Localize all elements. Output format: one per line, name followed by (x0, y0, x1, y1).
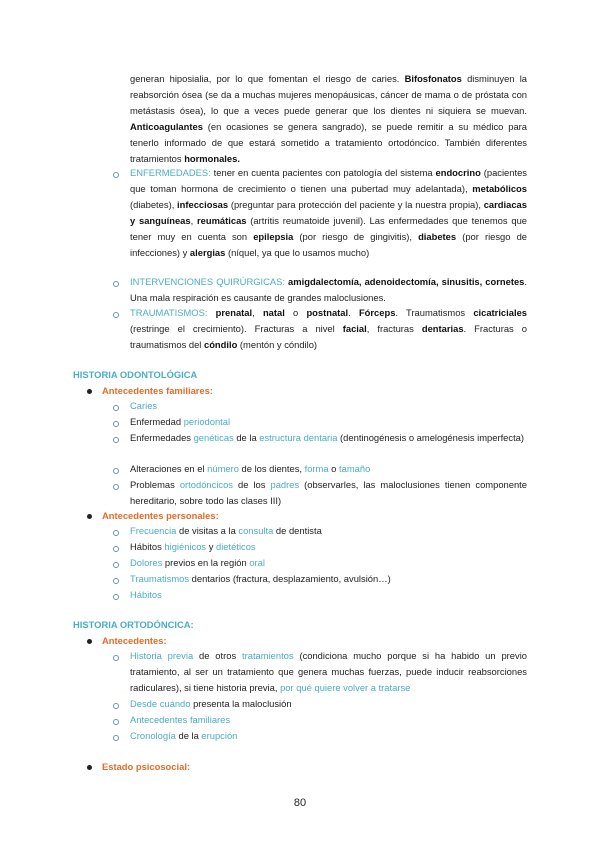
list-item: Frecuencia de visitas a la consulta de dentista (130, 525, 322, 536)
sub-bullet (113, 468, 119, 474)
sub-bullet (113, 281, 119, 287)
antecedentes-familiares-label: Antecedentes familiares: (102, 385, 213, 396)
bullet (87, 639, 92, 644)
list-item: Dolores previos en la región oral (130, 557, 265, 568)
bullet (87, 765, 92, 770)
antecedentes-personales-label: Antecedentes personales: (102, 510, 219, 521)
sub-bullet (113, 484, 119, 490)
bullet (87, 389, 92, 394)
list-item: Hábitos (130, 589, 162, 600)
sub-bullet (113, 546, 119, 552)
antecedentes-label: Antecedentes: (102, 635, 167, 646)
sub-bullet (113, 405, 119, 411)
list-item: Enfermedades genéticas de la estructura dentaria (dentinogénesis o amelogénesis imperfecta) (130, 432, 525, 443)
sub-bullet (113, 594, 119, 600)
sub-bullet (113, 421, 119, 427)
intervenciones-item: INTERVENCIONES QUIRÚRGICAS: amigdalectomía, adenoidectomía, sinusitis, cornetes. Una mala respiración es causante de grandes maloclusiones. (130, 276, 527, 303)
sub-bullet (113, 172, 119, 178)
list-item: Problemas ortodóncicos de los padres (observarles, las maloclusiones tienen componente hereditario, sobre todo las clases III) (130, 479, 527, 506)
traumatismos-item: TRAUMATISMOS: prenatal, natal o postnatal. Fórceps. Traumatismos cicatriciales (restringe el crecimiento). Fracturas a nivel facial, fracturas dentarias. Fracturas o traumatismos del cóndilo (mentón y cóndilo) (130, 307, 527, 350)
sub-bullet (113, 719, 119, 725)
list-item: Desde cuándo presenta la maloclusión (130, 698, 292, 709)
list-item: Cronología de la erupción (130, 730, 238, 741)
sub-bullet (113, 562, 119, 568)
list-item: Traumatismos dentarios (fractura, desplazamiento, avulsión…) (130, 573, 391, 584)
list-item: Antecedentes familiares (130, 714, 231, 725)
sub-bullet (113, 655, 119, 661)
list-item: Caries (130, 400, 158, 411)
estado-psicosocial-label: Estado psicosocial: (102, 761, 191, 772)
list-item: Alteraciones en el número de los dientes, forma o tamaño (130, 463, 371, 474)
sub-bullet (113, 703, 119, 709)
sub-bullet (113, 437, 119, 443)
list-item: Hábitos higiénicos y dietéticos (130, 541, 256, 552)
sub-bullet (113, 735, 119, 741)
sub-bullet (113, 312, 119, 318)
bullet (87, 514, 92, 519)
list-item: Enfermedad periodontal (130, 416, 231, 427)
sub-bullet (113, 578, 119, 584)
enfermedades-item: ENFERMEDADES: tener en cuenta pacientes con patología del sistema endocrino (pacientes que toman hormona de crecimiento o tienen una pubertad muy adelantada), metabólicos (diabetes), infecciosas (preguntar para protección del paciente y la nuestra propia), cardiacas y sanguíneas, reumáticas (artritis reumatoide juvenil). Las enfermedades que tenemos que tener muy en cuenta son epilepsia (por riesgo de gingivitis), diabetes (por riesgo de infecciones) y alergias (níquel, ya que lo usamos mucho) (130, 167, 527, 258)
section-heading-odontologica: HISTORIA ODONTOLÓGICA (73, 369, 198, 380)
page-number: 80 (293, 797, 307, 809)
section-heading-ortodoncica: HISTORIA ORTODÓNCICA: (73, 619, 194, 630)
medication-paragraph: generan hiposialia, por lo que fomentan el riesgo de caries. Bifosfonatos disminuyen la reabsorción ósea (se da a muchas mujeres menopáusicas, cáncer de mama o de próstata con metástasis ósea), lo que a veces puede generar que los dientes ni siquiera se muevan. Anticoagulantes (en ocasiones se genera sangrado), se puede remitir a su médico para tenerlo informado de que estará sometido a tratamiento ortodóncico. También diferentes tratamientos hormonales. (130, 73, 527, 164)
list-item: Historia previa de otros tratamientos (condiciona mucho porque si ha habido un previo tratamiento, al ser un tratamiento que genera muchas fuerzas, puede inducir reabsorciones radiculares), si tiene historia previa, por qué quiere volver a tratarse (130, 650, 527, 693)
sub-bullet (113, 530, 119, 536)
